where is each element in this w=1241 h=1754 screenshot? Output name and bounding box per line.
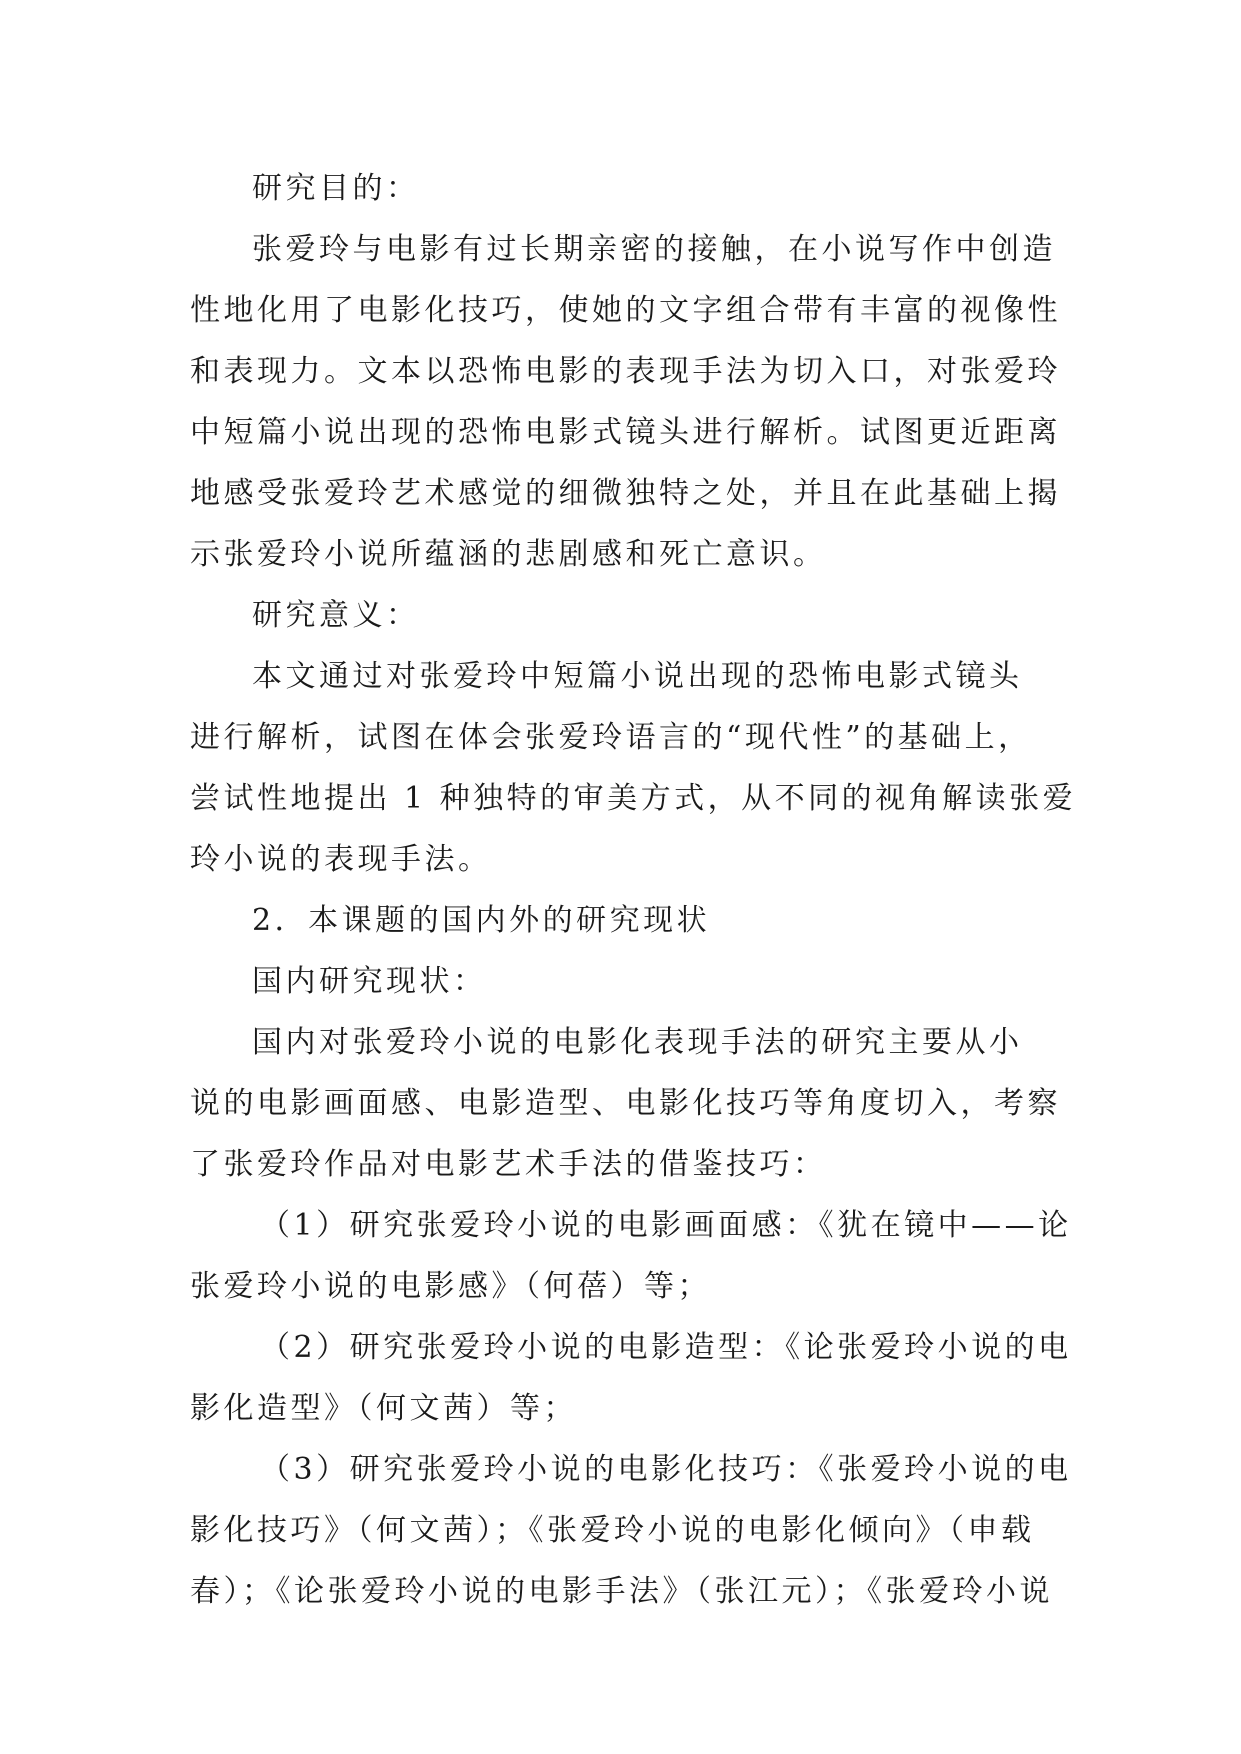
- text-line: 说的电影画面感、电影造型、电影化技巧等角度切入，考察: [190, 1086, 1061, 1121]
- text-line: 本文通过对张爱玲中短篇小说出现的恐怖电影式镜头: [252, 659, 1023, 694]
- text-line: 地感受张爱玲艺术感觉的细微独特之处，并且在此基础上揭: [190, 476, 1061, 511]
- text-line: 张爱玲与电影有过长期亲密的接触，在小说写作中创造: [252, 232, 1056, 267]
- text-line: 影化造型》（何文茜）等；: [190, 1391, 577, 1426]
- text-line: 张爱玲小说的电影感》（何蓓）等；: [190, 1269, 711, 1304]
- text-line: 春）；《论张爱玲小说的电影手法》（张江元）；《张爱玲小说: [190, 1574, 1053, 1609]
- text-line: 研究目的：: [252, 171, 420, 206]
- text-line: 国内研究现状：: [252, 964, 487, 999]
- text-line: 示张爱玲小说所蕴涵的悲剧感和死亡意识。: [190, 537, 827, 572]
- text-line: 中短篇小说出现的恐怖电影式镜头进行解析。试图更近距离: [190, 415, 1061, 450]
- text-line: 国内对张爱玲小说的电影化表现手法的研究主要从小: [252, 1025, 1023, 1060]
- text-line: 尝试性地提出 1 种独特的审美方式，从不同的视角解读张爱: [190, 781, 1077, 816]
- text-line: 了张爱玲作品对电影艺术手法的借鉴技巧：: [190, 1147, 827, 1182]
- text-line: 性地化用了电影化技巧，使她的文字组合带有丰富的视像性: [190, 293, 1061, 328]
- text-line: 玲小说的表现手法。: [190, 842, 492, 877]
- text-line: 进行解析，试图在体会张爱玲语言的“现代性”的基础上，: [190, 720, 1032, 755]
- text-line: 研究意义：: [252, 598, 420, 633]
- text-line: （1）研究张爱玲小说的电影画面感：《犹在镜中——论: [260, 1208, 1072, 1243]
- text-line: （2）研究张爱玲小说的电影造型：《论张爱玲小说的电: [260, 1330, 1072, 1365]
- text-line: 影化技巧》（何文茜）；《张爱玲小说的电影化倾向》（申载: [190, 1513, 1035, 1548]
- text-line: 2．本课题的国内外的研究现状: [252, 903, 711, 938]
- text-line: 和表现力。文本以恐怖电影的表现手法为切入口，对张爱玲: [190, 354, 1061, 389]
- text-line: （3）研究张爱玲小说的电影化技巧：《张爱玲小说的电: [260, 1452, 1072, 1487]
- document-body: [190, 158, 1077, 1622]
